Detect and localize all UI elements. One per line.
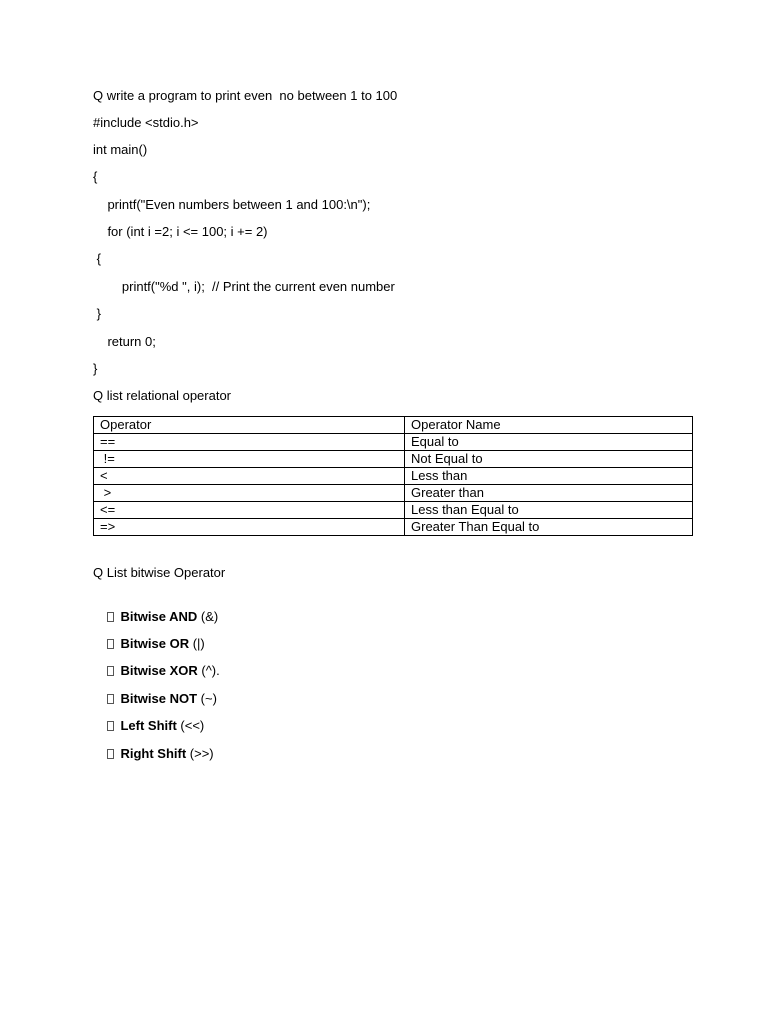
operator-symbol: (~)	[197, 691, 217, 706]
operator-symbol: (^).	[197, 663, 220, 678]
table-cell: Greater Than Equal to	[405, 519, 693, 536]
table-header-cell: Operator	[94, 417, 405, 434]
operator-symbol: (<<)	[176, 718, 205, 733]
operator-name: Bitwise OR	[120, 636, 190, 651]
code-line: {	[93, 169, 98, 184]
table-header-row	[94, 417, 693, 434]
missing-glyph-bullet-icon	[107, 749, 114, 759]
question-bitwise-operators: Q List bitwise Operator	[93, 565, 226, 580]
table-cell: Greater than	[405, 485, 693, 502]
table-cell: =>	[94, 519, 405, 536]
table-header-cell: Operator Name	[405, 417, 693, 434]
list-item	[93, 730, 214, 778]
table-row	[94, 502, 693, 519]
table-row	[94, 519, 693, 536]
relational-operator-table	[93, 416, 693, 536]
operator-name: Bitwise NOT	[120, 691, 198, 706]
question-relational-operators: Q list relational operator	[93, 388, 232, 403]
table-row	[94, 485, 693, 502]
table-row	[94, 468, 693, 485]
question-even-numbers: Q write a program to print even no between 1 to 100	[93, 88, 398, 103]
operator-name: Bitwise AND	[120, 609, 198, 624]
operator-name: Left Shift	[120, 718, 177, 733]
operator-symbol: (&)	[197, 609, 219, 624]
table-cell: Not Equal to	[405, 451, 693, 468]
table-cell: Equal to	[405, 434, 693, 451]
code-line: for (int i =2; i <= 100; i += 2)	[93, 224, 268, 239]
code-line: printf("Even numbers between 1 and 100:\n");	[93, 197, 371, 212]
table-row	[94, 434, 693, 451]
code-line: {	[93, 251, 101, 266]
table-cell: >	[94, 485, 405, 502]
table-cell: Less than Equal to	[405, 502, 693, 519]
operator-symbol: (|)	[189, 636, 205, 651]
code-line: printf("%d ", i); // Print the current even number	[93, 279, 395, 294]
table-cell: ==	[94, 434, 405, 451]
code-line: }	[93, 306, 101, 321]
code-line: int main()	[93, 142, 148, 157]
operator-name: Right Shift	[120, 746, 187, 761]
operator-name: Bitwise XOR	[120, 663, 198, 678]
table-row	[94, 451, 693, 468]
table-cell: <=	[94, 502, 405, 519]
table-cell: !=	[94, 451, 405, 468]
table-cell: <	[94, 468, 405, 485]
operator-symbol: (>>)	[186, 746, 214, 761]
code-line: return 0;	[93, 334, 156, 349]
code-line: #include <stdio.h>	[93, 115, 199, 130]
code-line: }	[93, 361, 98, 376]
table-cell: Less than	[405, 468, 693, 485]
